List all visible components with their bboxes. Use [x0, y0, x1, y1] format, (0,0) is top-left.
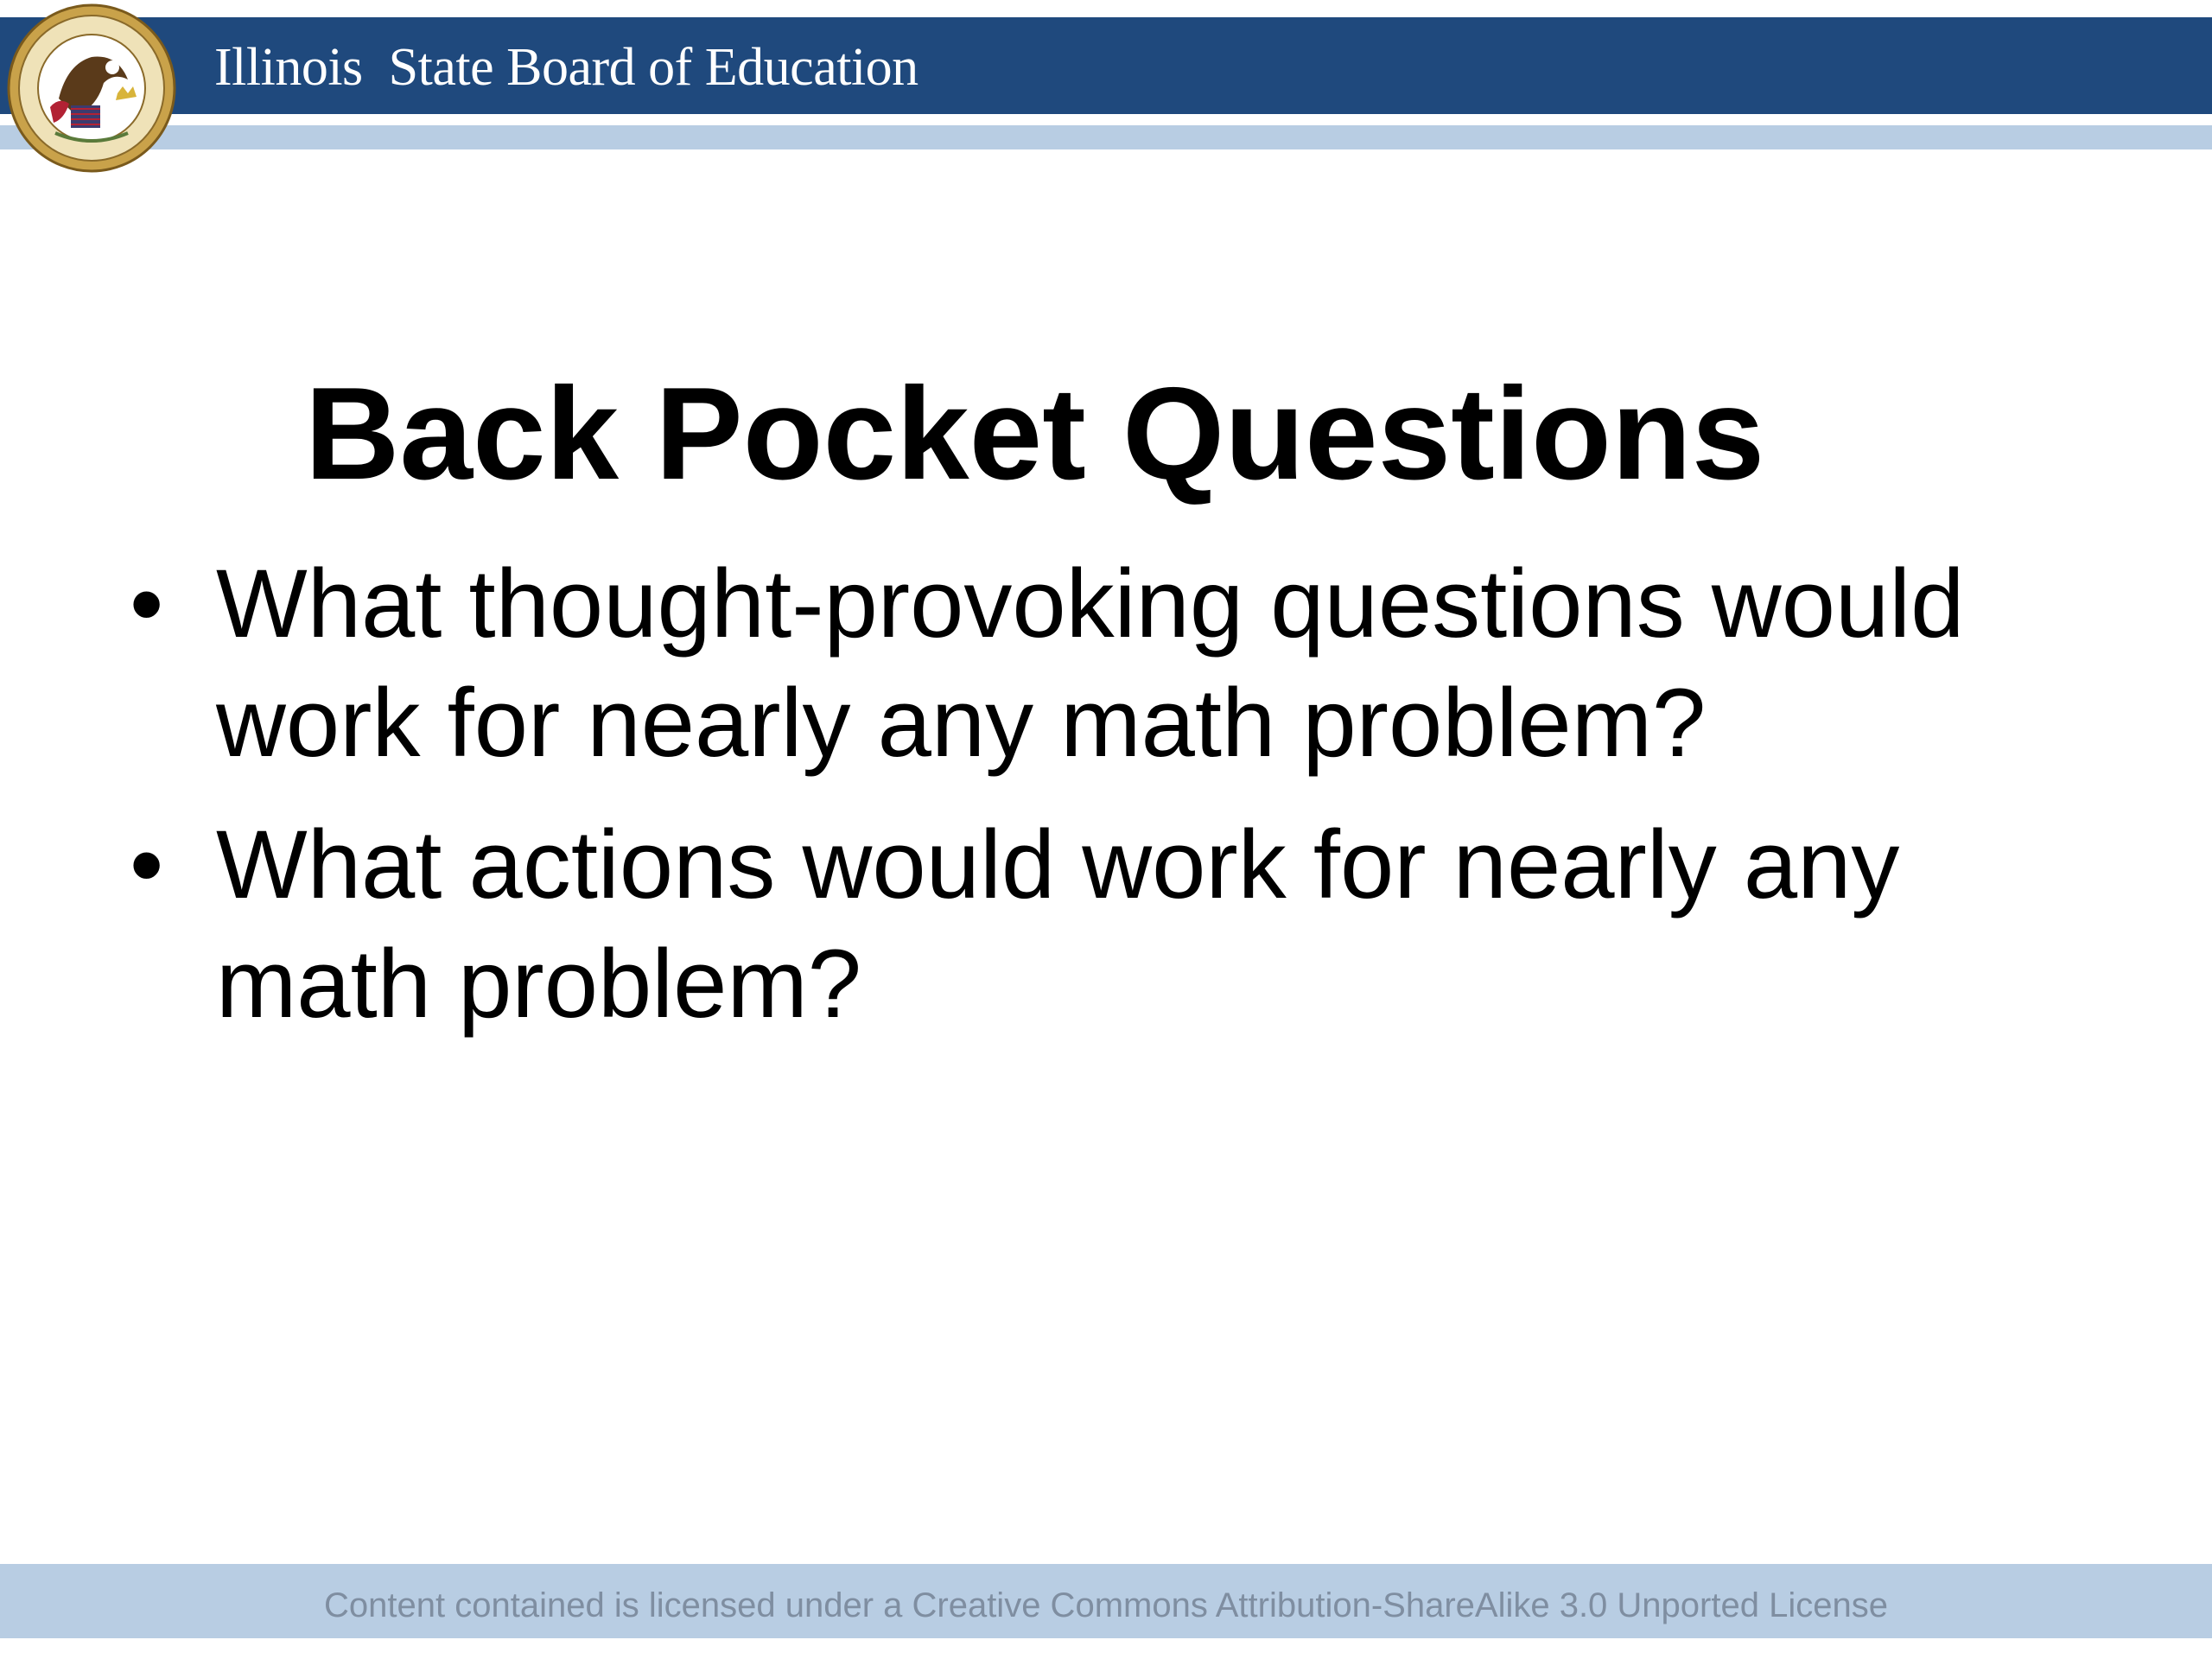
organization-name: Illinois State Board of Education: [214, 38, 918, 97]
header-stripe: [0, 125, 2212, 149]
state-seal-icon: [7, 3, 176, 173]
bullet-text: What actions would work for nearly any math problem?: [216, 810, 1900, 1038]
bullet-list: [130, 544, 2117, 1066]
bullet-item: [130, 805, 2117, 1044]
bullet-item: [130, 544, 2117, 783]
bullet-icon: •: [130, 810, 164, 918]
license-text: Content contained is licensed under a Creative Commons Attribution-ShareAlike 3.0 Unported License: [324, 1586, 1888, 1624]
bullet-icon: •: [130, 550, 164, 658]
slide-title: Back Pocket Questions: [304, 359, 1765, 507]
bullet-text: What thought-provoking questions would work for nearly any math problem?: [216, 550, 1965, 777]
